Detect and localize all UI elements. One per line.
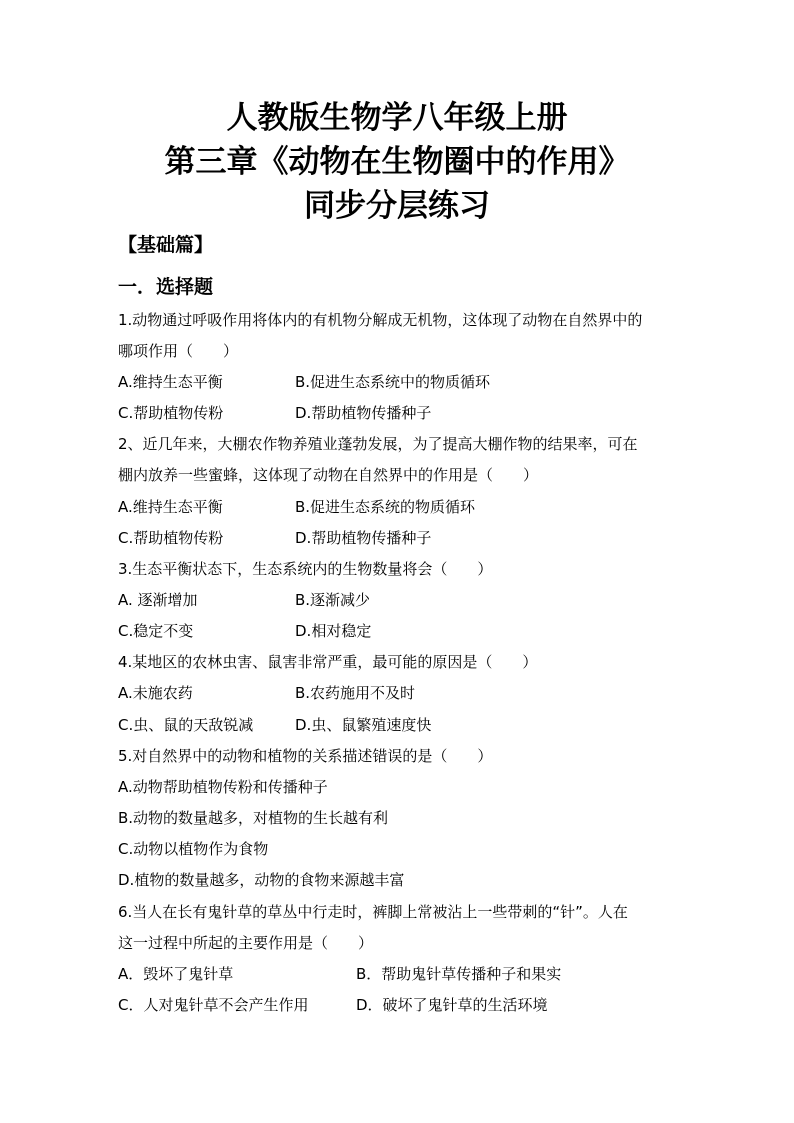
- question-3-option-b: B.逐渐减少: [295, 591, 371, 609]
- section-basic-heading: 【基础篇】: [118, 234, 214, 256]
- question-6-option-c: C．人对鬼针草不会产生作用: [118, 996, 309, 1014]
- question-1-stem-line-1: 1.动物通过呼吸作用将体内的有机物分解成无机物，这体现了动物在自然界中的: [118, 311, 643, 329]
- question-5-option-b: B.动物的数量越多，对植物的生长越有利: [118, 809, 389, 827]
- question-4-option-c: C.虫、鼠的天敌锐减: [118, 716, 254, 734]
- question-2-stem-line-2: 棚内放养一些蜜蜂，这体现了动物在自然界中的作用是（ ）: [118, 466, 539, 484]
- section-multiple-choice-heading: 一．选择题: [118, 276, 214, 298]
- question-2-option-b: B.促进生态系统的物质循环: [295, 498, 476, 516]
- question-5-option-d: D.植物的数量越多，动物的食物来源越丰富: [118, 871, 405, 889]
- question-4-option-b: B.农药施用不及时: [295, 684, 416, 702]
- question-5-option-c: C.动物以植物作为食物: [118, 840, 269, 858]
- question-2-option-a: A.维持生态平衡: [118, 498, 223, 516]
- question-2-option-d: D.帮助植物传播种子: [295, 529, 432, 547]
- question-1-option-c: C.帮助植物传粉: [118, 404, 224, 422]
- question-3-option-a: A. 逐渐增加: [118, 591, 198, 609]
- question-4-stem: 4.某地区的农林虫害、鼠害非常严重，最可能的原因是（ ）: [118, 653, 538, 671]
- question-1-stem-line-2: 哪项作用（ ）: [118, 342, 239, 360]
- question-3-stem: 3.生态平衡状态下，生态系统内的生物数量将会（ ）: [118, 560, 493, 578]
- question-3-option-c: C.稳定不变: [118, 622, 194, 640]
- question-5-option-a: A.动物帮助植物传粉和传播种子: [118, 778, 328, 796]
- question-1-option-a: A.维持生态平衡: [118, 373, 223, 391]
- question-6-option-a: A．毁坏了鬼针草: [118, 965, 234, 983]
- question-4-option-a: A.未施农药: [118, 684, 193, 702]
- title-line-3: 同步分层练习: [304, 188, 490, 224]
- question-3-option-d: D.相对稳定: [295, 622, 372, 640]
- question-4-option-d: D.虫、鼠繁殖速度快: [295, 716, 432, 734]
- question-2-option-c: C.帮助植物传粉: [118, 529, 224, 547]
- question-6-option-b: B．帮助鬼针草传播种子和果实: [356, 965, 562, 983]
- title-line-2: 第三章《动物在生物圈中的作用》: [164, 144, 630, 180]
- question-6-stem-line-1: 6.当人在长有鬼针草的草丛中行走时，裤脚上常被沾上一些带刺的“针”。人在: [118, 903, 628, 921]
- question-6-stem-line-2: 这一过程中所起的主要作用是（ ）: [118, 934, 374, 952]
- question-2-stem-line-1: 2、近几年来，大棚农作物养殖业蓬勃发展，为了提高大棚作物的结果率，可在: [118, 435, 638, 453]
- question-1-option-d: D.帮助植物传播种子: [295, 404, 432, 422]
- question-5-stem: 5.对自然界中的动物和植物的关系描述错误的是（ ）: [118, 747, 493, 765]
- question-6-option-d: D．破坏了鬼针草的生活环境: [356, 996, 548, 1014]
- question-1-option-b: B.促进生态系统中的物质循环: [295, 373, 491, 391]
- title-line-1: 人教版生物学八年级上册: [226, 100, 568, 136]
